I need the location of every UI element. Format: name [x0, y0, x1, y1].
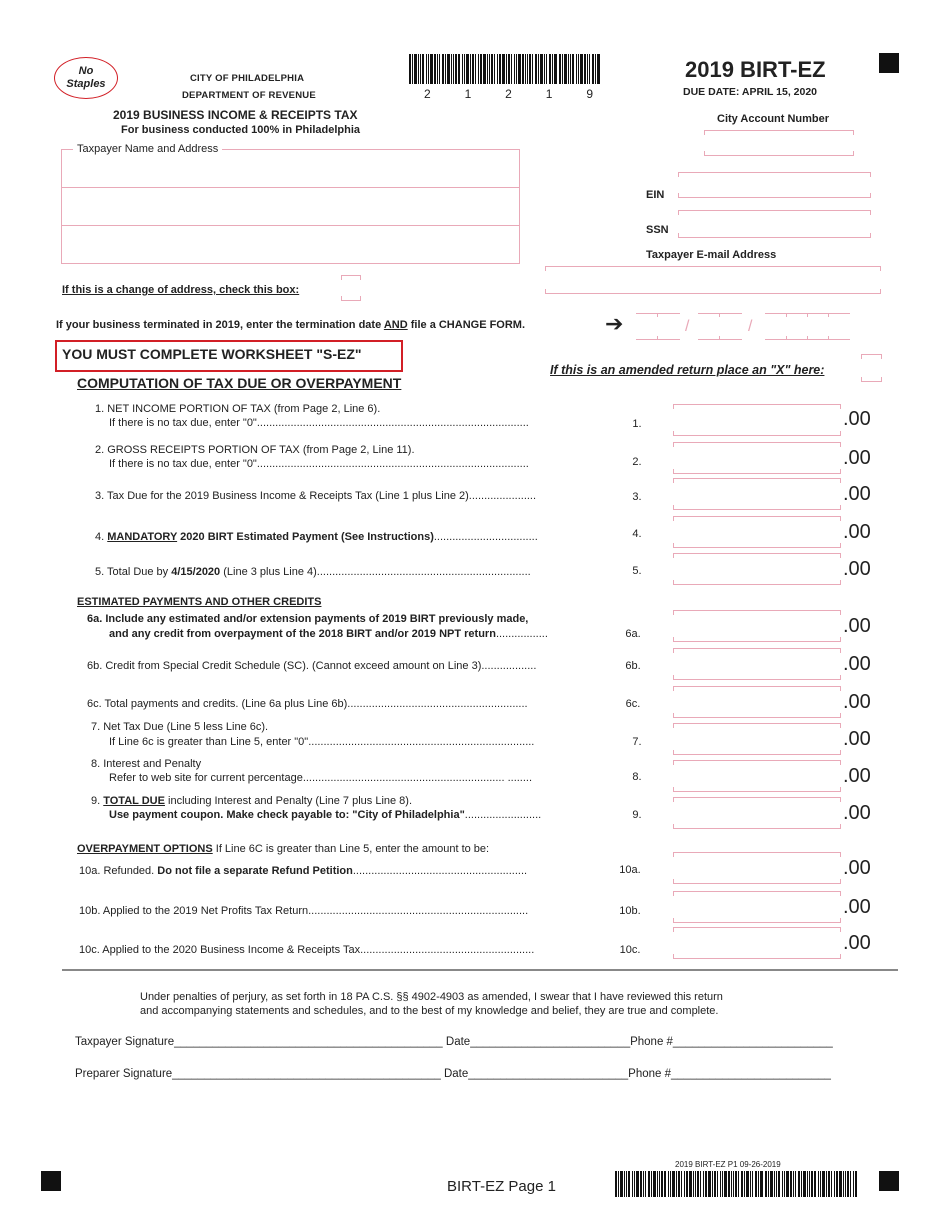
registration-mark-bottom-left [41, 1171, 61, 1191]
line10b-number: 10b. [619, 905, 641, 917]
barcode-bar [681, 1171, 682, 1197]
barcode-bar [414, 54, 417, 84]
barcode-bar [786, 1171, 789, 1197]
ein-label: EIN [646, 189, 665, 201]
barcode-bar [428, 54, 429, 84]
barcode-bar [836, 1171, 838, 1197]
barcode-bar [750, 1171, 751, 1197]
barcode-bar [703, 1171, 704, 1197]
line8-amount-field[interactable] [673, 760, 841, 792]
barcode-bar [678, 1171, 680, 1197]
termination-text [56, 319, 525, 331]
barcode-bar [765, 1171, 767, 1197]
barcode-bar [472, 54, 474, 84]
barcode-bar [722, 1171, 723, 1197]
barcode-bar [697, 1171, 699, 1197]
barcode-bar [422, 54, 424, 84]
barcode-bar [645, 1171, 646, 1197]
barcode-bar [720, 1171, 721, 1197]
barcode-bar [731, 1171, 732, 1197]
barcode-bar [672, 1171, 675, 1197]
bottom-barcode [615, 1171, 858, 1197]
barcode-bar [640, 1171, 642, 1197]
barcode-bar [618, 1171, 619, 1197]
barcode-bar [572, 54, 574, 84]
line10a-cents: .00 [843, 857, 871, 879]
line6c-amount-field[interactable] [673, 686, 841, 718]
line1-label: 1. NET INCOME PORTION OF TAX (from Page 2, Line 6). [95, 403, 381, 415]
barcode-bar [409, 54, 411, 84]
barcode-bar [451, 54, 452, 84]
termination-text-post: file a CHANGE FORM. [407, 319, 526, 331]
barcode-bar [664, 1171, 666, 1197]
barcode-bar [809, 1171, 810, 1197]
barcode-bar [793, 1171, 794, 1197]
barcode-bar [412, 54, 413, 84]
barcode-bar [676, 1171, 677, 1197]
barcode-bar [420, 54, 421, 84]
line9-coupon: Use payment coupon. Make check payable to: "City of Philadelphia" [109, 809, 465, 821]
barcode-bar [430, 54, 433, 84]
termination-year-field[interactable] [765, 313, 850, 340]
barcode-bar [724, 1171, 727, 1197]
barcode-bar [670, 1171, 671, 1197]
tax-title: 2019 BUSINESS INCOME & RECEIPTS TAX [113, 108, 358, 122]
line6c-label: 6c. Total payments and credits. (Line 6a plus Line 6b)........................................................... [87, 698, 528, 710]
barcode-bar [540, 54, 543, 84]
line5-date: 4/15/2020 [171, 566, 221, 578]
line6c-cents: .00 [843, 691, 871, 713]
barcode-bar [643, 1171, 644, 1197]
barcode-bar [782, 1171, 783, 1197]
line10a-label [79, 865, 595, 878]
line4-cents: .00 [843, 521, 871, 543]
barcode-bar [592, 54, 594, 84]
barcode-digit: 1 [545, 87, 554, 101]
barcode-bar [480, 54, 482, 84]
barcode-bar [803, 1171, 806, 1197]
barcode-bar [447, 54, 450, 84]
line7-number: 7. [632, 736, 642, 748]
line6a-amount-field[interactable] [673, 610, 841, 642]
no-staples-line1: No [78, 65, 94, 77]
line1-amount-field[interactable] [673, 404, 841, 436]
termination-day-field[interactable] [698, 313, 742, 340]
taxpayer-signature-line[interactable]: Taxpayer Signature__________________________________________ Date_________________________Phone #_________________________ [75, 1036, 833, 1048]
barcode-bar [462, 54, 463, 84]
line5-amount-field[interactable] [673, 553, 841, 585]
barcode-bar [516, 54, 517, 84]
barcode-bar [491, 54, 493, 84]
overpayment-title: OVERPAYMENT OPTIONS [77, 843, 213, 855]
barcode-bar [834, 1171, 835, 1197]
barcode-bar [684, 1171, 685, 1197]
barcode-bar [529, 54, 531, 84]
line1-number: 1. [632, 418, 642, 430]
line9-instruction [109, 809, 603, 822]
line4-mandatory: MANDATORY [107, 531, 178, 543]
line1-cents: .00 [843, 408, 871, 430]
barcode-bar [589, 54, 590, 84]
barcode-bar [568, 54, 569, 84]
barcode-digit: 2 [424, 87, 432, 101]
termination-text-pre: If your business terminated in 2019, enter the termination date [56, 319, 384, 331]
barcode-bar [636, 1171, 639, 1197]
line10a-amount-field[interactable] [673, 852, 841, 884]
barcode-bar [738, 1171, 739, 1197]
line6a-label: 6a. Include any estimated and/or extension payments of 2019 BIRT previously made, [87, 613, 529, 625]
barcode-bar [712, 1171, 713, 1197]
barcode-bar [525, 54, 526, 84]
barcode-bar [578, 54, 579, 84]
barcode-bar [839, 1171, 842, 1197]
barcode-bar [741, 1171, 743, 1197]
barcode-bar [576, 54, 577, 84]
barcode-bar [554, 54, 557, 84]
barcode-bar [826, 1171, 827, 1197]
barcode-bar [522, 54, 524, 84]
barcode-bar [648, 1171, 650, 1197]
barcode-bar [527, 54, 528, 84]
line6a-number: 6a. [625, 628, 641, 640]
barcode-bar [514, 54, 515, 84]
line10c-cents: .00 [843, 932, 871, 954]
line5-cents: .00 [843, 558, 871, 580]
line3-number: 3. [632, 491, 642, 503]
line7-amount-field[interactable] [673, 723, 841, 755]
barcode-bar [562, 54, 563, 84]
barcode-bar [437, 54, 438, 84]
line9-prefix: 9. [91, 795, 104, 807]
ein-field[interactable] [678, 172, 871, 198]
perjury-statement-line2: and accompanying statements and schedules, and to the best of my knowledge and belief, they are true and complete. [140, 1005, 719, 1017]
change-address-label: If this is a change of address, check this box: [62, 284, 300, 296]
city-account-field[interactable] [704, 130, 854, 156]
barcode-bar [790, 1171, 792, 1197]
barcode-bar [453, 54, 454, 84]
barcode-bar [746, 1171, 749, 1197]
line5-text: (Line 3 plus Line 4)...................................................................... [220, 566, 531, 578]
line5-number: 5. [632, 565, 642, 577]
line8-cents: .00 [843, 765, 871, 787]
date-separator: / [748, 318, 753, 335]
barcode-bar [820, 1171, 821, 1197]
computation-title: COMPUTATION OF TAX DUE OR OVERPAYMENT [77, 375, 402, 391]
line10a-number: 10a. [619, 864, 641, 876]
barcode-bar [651, 1171, 652, 1197]
barcode-bar [693, 1171, 694, 1197]
taxpayer-name-address-field[interactable] [61, 149, 520, 264]
line3-amount-field[interactable] [673, 478, 841, 510]
form-code: 2019 BIRT-EZ P1 09-26-2019 [675, 1160, 781, 1169]
barcode-bar [770, 1171, 773, 1197]
barcode-bar [634, 1171, 635, 1197]
email-label: Taxpayer E-mail Address [646, 249, 777, 261]
due-date: DUE DATE: APRIL 15, 2020 [683, 86, 818, 98]
line4-prefix: 4. [95, 531, 108, 543]
barcode-bar [752, 1171, 753, 1197]
line2-number: 2. [632, 456, 642, 468]
barcode-bar [511, 54, 512, 84]
barcode-bar [653, 1171, 656, 1197]
line6c-number: 6c. [625, 698, 641, 710]
barcode-bar [434, 54, 436, 84]
barcode-bar [843, 1171, 844, 1197]
line6b-cents: .00 [843, 653, 871, 675]
barcode-bar [778, 1171, 780, 1197]
line4-label [95, 531, 603, 544]
line5-label [95, 566, 603, 579]
line6b-label: 6b. Credit from Special Credit Schedule (SC). (Cannot exceed amount on Line 3).................. [87, 660, 537, 672]
barcode-bar [549, 54, 551, 84]
barcode-bar [686, 1171, 688, 1197]
barcode-bar [544, 54, 545, 84]
line8-instruction: Refer to web site for current percentage.................................................................. ........ [109, 772, 533, 784]
barcode-bar [659, 1171, 660, 1197]
overpayment-text: If Line 6C is greater than Line 5, enter the amount to be: [212, 843, 490, 855]
barcode-bar [426, 54, 427, 84]
barcode-bar [458, 54, 460, 84]
line10a-prefix: 10a. Refunded. [79, 865, 158, 877]
no-staples-stamp [54, 57, 118, 99]
barcode-bar [801, 1171, 802, 1197]
barcode-bar [615, 1171, 617, 1197]
line2-amount-field[interactable] [673, 442, 841, 474]
barcode-bar [758, 1171, 759, 1197]
amended-checkbox[interactable] [861, 354, 882, 382]
barcode-bar [774, 1171, 775, 1197]
barcode-bar [795, 1171, 796, 1197]
barcode-bar [847, 1171, 849, 1197]
overpayment-heading [77, 843, 489, 856]
barcode-bar [483, 54, 486, 84]
barcode-bar [595, 54, 596, 84]
barcode-bar [518, 54, 521, 84]
line6a-text: and any credit from overpayment of the 2018 BIRT and/or 2019 NPT return [109, 628, 496, 640]
barcode-bar [570, 54, 571, 84]
barcode-bar [657, 1171, 658, 1197]
barcode-bar [546, 54, 547, 84]
email-field[interactable] [545, 266, 881, 294]
barcode-bar [714, 1171, 716, 1197]
line2-cents: .00 [843, 447, 871, 469]
termination-month-field[interactable] [636, 313, 680, 340]
barcode-bar [624, 1171, 625, 1197]
barcode-bar [455, 54, 457, 84]
section-divider [62, 969, 898, 971]
barcode-bar [478, 54, 479, 84]
barcode-bar [418, 54, 419, 84]
line4-amount-field[interactable] [673, 516, 841, 548]
barcode-digits [424, 87, 594, 101]
arrow-right-icon: ➔ [605, 311, 624, 336]
barcode-bar [831, 1171, 832, 1197]
line2-instruction: If there is no tax due, enter "0"......................................................................................... [109, 458, 529, 470]
page-label: BIRT-EZ Page 1 [447, 1178, 556, 1195]
perjury-statement-line1: Under penalties of perjury, as set forth in 18 PA C.S. §§ 4902-4903 as amended, I swear that I have reviewed this return [140, 991, 723, 1003]
barcode-bar [502, 54, 505, 84]
no-staples-line2: Staples [66, 78, 106, 90]
barcode-bar [828, 1171, 830, 1197]
preparer-signature-line[interactable]: Preparer Signature__________________________________________ Date_________________________Phone #_________________________ [75, 1068, 831, 1080]
line4-dots: .................................. [433, 531, 538, 543]
date-separator: / [685, 318, 690, 335]
line9-cents: .00 [843, 802, 871, 824]
department-name: DEPARTMENT OF REVENUE [182, 90, 316, 101]
barcode-bar [760, 1171, 763, 1197]
barcode-bar [776, 1171, 777, 1197]
barcode-bar [668, 1171, 669, 1197]
barcode-bar [445, 54, 446, 84]
worksheet-notice: YOU MUST COMPLETE WORKSHEET "S-EZ" [62, 346, 362, 362]
barcode-bar [535, 54, 537, 84]
line6b-amount-field[interactable] [673, 648, 841, 680]
ssn-field[interactable] [678, 210, 871, 238]
ssn-label: SSN [646, 224, 669, 236]
barcode-bar [735, 1171, 737, 1197]
line9-number: 9. [632, 809, 642, 821]
barcode-bar [744, 1171, 745, 1197]
barcode-bar [822, 1171, 825, 1197]
barcode-bar [705, 1171, 707, 1197]
city-name: CITY OF PHILADELPHIA [190, 73, 305, 84]
form-title: 2019 BIRT-EZ [685, 57, 826, 82]
barcode-bar [470, 54, 471, 84]
line4-text: 2020 BIRT Estimated Payment (See Instructions) [177, 531, 434, 543]
barcode-bar [442, 54, 444, 84]
barcode-bar [587, 54, 588, 84]
barcode-bar [464, 54, 465, 84]
line4-number: 4. [632, 528, 642, 540]
line9-amount-field[interactable] [673, 797, 841, 829]
line9-text: including Interest and Penalty (Line 7 plus Line 8). [164, 795, 413, 807]
barcode-bar [850, 1171, 851, 1197]
barcode-bar [661, 1171, 663, 1197]
barcode-bar [811, 1171, 813, 1197]
barcode-bar [626, 1171, 627, 1197]
barcode-bar [506, 54, 507, 84]
taxpayer-name-address-label: Taxpayer Name and Address [73, 143, 222, 155]
barcode-bar [733, 1171, 734, 1197]
barcode-bar [552, 54, 553, 84]
barcode-bar [532, 54, 533, 84]
line8-number: 8. [632, 771, 642, 783]
registration-mark-top-right [879, 53, 899, 73]
city-account-label: City Account Number [717, 113, 830, 125]
barcode-bar [597, 54, 600, 84]
line3-cents: .00 [843, 483, 871, 505]
barcode-bar [564, 54, 567, 84]
barcode-bar [717, 1171, 718, 1197]
line5-prefix: 5. Total Due by [95, 566, 172, 578]
line6a-cents: .00 [843, 615, 871, 637]
barcode-bar [489, 54, 490, 84]
line9-dots: ......................... [464, 809, 542, 821]
barcode-bar [728, 1171, 730, 1197]
barcode-bar [755, 1171, 757, 1197]
line7-label: 7. Net Tax Due (Line 5 less Line 6c). [91, 721, 269, 733]
line10c-amount-field[interactable] [673, 927, 841, 959]
barcode-bar [475, 54, 476, 84]
barcode-bar [708, 1171, 711, 1197]
line10b-label: 10b. Applied to the 2019 Net Profits Tax Return........................................................................ [79, 905, 529, 917]
barcode-bar [497, 54, 498, 84]
barcode-bar [784, 1171, 785, 1197]
termination-and: AND [383, 319, 408, 331]
line3-label: 3. Tax Due for the 2019 Business Income & Receipts Tax (Line 1 plus Line 2)...................... [95, 490, 537, 502]
barcode-bar [499, 54, 501, 84]
barcode-bar [508, 54, 510, 84]
barcode-bar [853, 1171, 854, 1197]
line10b-cents: .00 [843, 896, 871, 918]
line10c-label: 10c. Applied to the 2020 Business Income & Receipts Tax......................................................... [79, 944, 535, 956]
line6b-number: 6b. [625, 660, 641, 672]
barcode-digit: 2 [505, 87, 513, 101]
barcode-bar [559, 54, 561, 84]
barcode-bar [845, 1171, 846, 1197]
line2-label: 2. GROSS RECEIPTS PORTION OF TAX (from Page 2, Line 11). [95, 444, 415, 456]
line9-label [91, 795, 412, 808]
estimated-payments-title: ESTIMATED PAYMENTS AND OTHER CREDITS [77, 596, 322, 608]
line6a-dots: ................. [495, 628, 548, 640]
barcode-bar [628, 1171, 630, 1197]
line6a-instruction [109, 628, 603, 641]
change-address-checkbox[interactable] [341, 275, 361, 301]
line8-label: 8. Interest and Penalty [91, 758, 202, 770]
amended-label: If this is an amended return place an "X" here: [550, 363, 825, 377]
barcode-bar [466, 54, 469, 84]
barcode-bar [580, 54, 583, 84]
barcode-bar [689, 1171, 692, 1197]
barcode-bar [439, 54, 440, 84]
barcode-bar [487, 54, 488, 84]
barcode-bar [700, 1171, 701, 1197]
barcode-bar [768, 1171, 769, 1197]
line1-instruction: If there is no tax due, enter "0"......................................................................................... [109, 417, 529, 429]
top-barcode [409, 54, 601, 84]
barcode-bar [695, 1171, 696, 1197]
line9-total-due: TOTAL DUE [103, 795, 165, 807]
barcode-digit: 9 [586, 87, 594, 101]
barcode-bar [798, 1171, 800, 1197]
barcode-bar [807, 1171, 808, 1197]
barcode-bar [584, 54, 586, 84]
barcode-bar [814, 1171, 816, 1197]
line7-cents: .00 [843, 728, 871, 750]
barcode-bar [632, 1171, 633, 1197]
line10c-number: 10c. [619, 944, 641, 956]
barcode-bar [494, 54, 495, 84]
barcode-digit: 1 [464, 87, 473, 101]
line10a-bold: Do not file a separate Refund Petition [157, 865, 353, 877]
tax-subtitle: For business conducted 100% in Philadelphia [121, 124, 360, 136]
registration-mark-bottom-right [879, 1171, 899, 1191]
line10b-amount-field[interactable] [673, 891, 841, 923]
barcode-bar [620, 1171, 623, 1197]
barcode-bar [818, 1171, 819, 1197]
barcode-bar [855, 1171, 857, 1197]
line10a-dots: ......................................................... [352, 865, 528, 877]
barcode-bar [538, 54, 539, 84]
line7-instruction: If Line 6c is greater than Line 5, enter "0".......................................................................... [109, 736, 535, 748]
